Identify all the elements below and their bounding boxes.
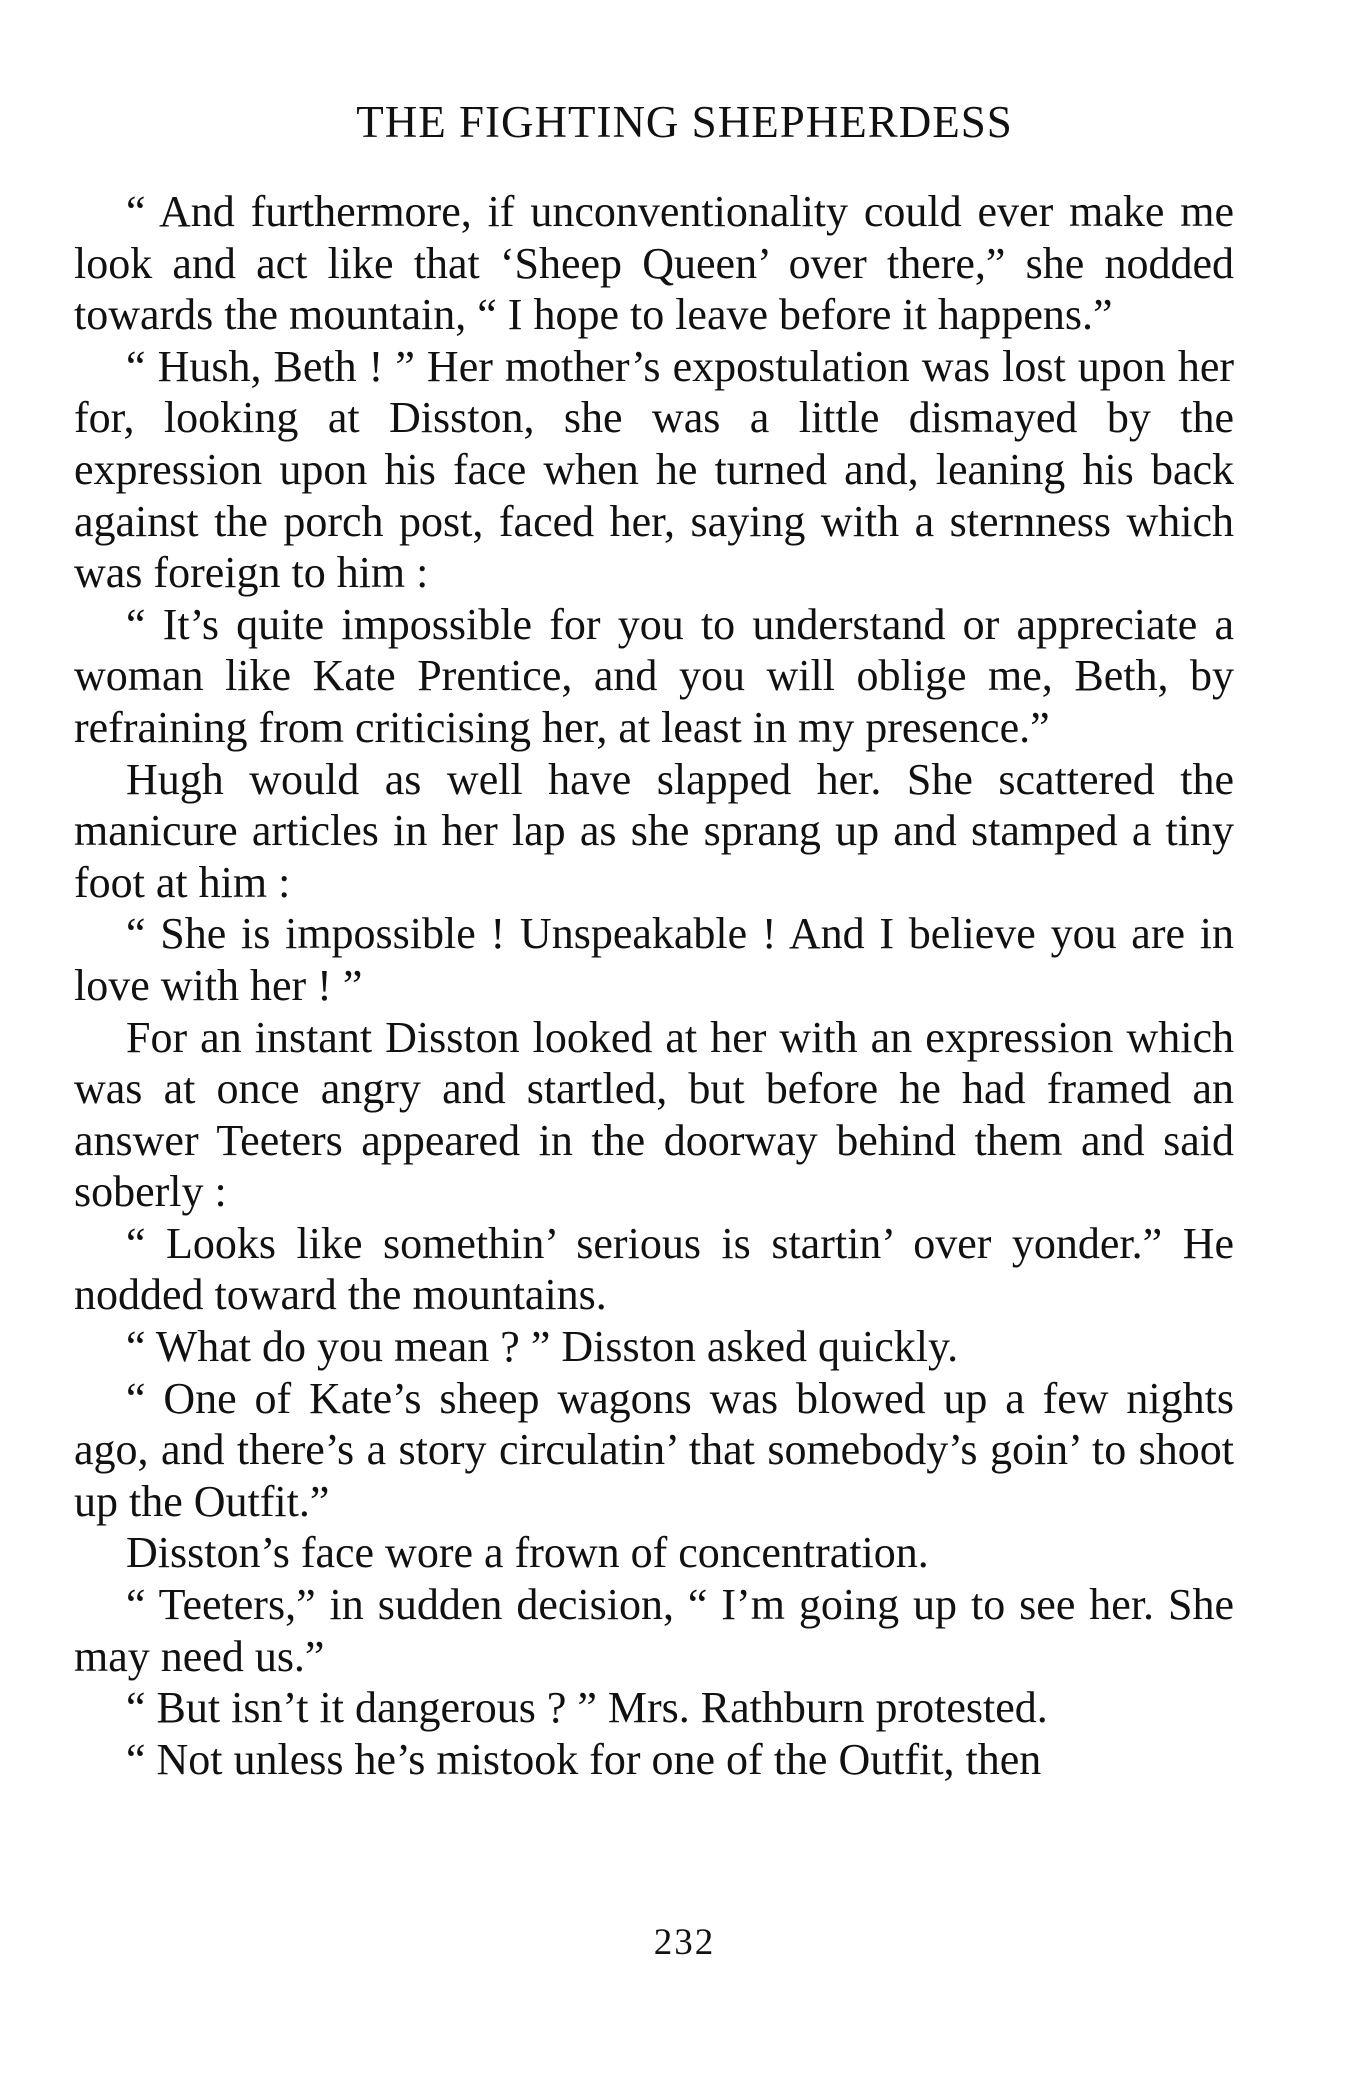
paragraph-8: “ What do you mean ? ” Disston asked quickly. [126, 1322, 959, 1372]
paragraph-13: “ Not unless he’s mistook for one of the Outfit, then [126, 1734, 1042, 1784]
paragraph-1: “ And furthermore, if unconventionality could ever make me look and act like that ‘Sheep Queen’ over there,” she nodded towards the mountain, “ I hope to leave before it happens.” [74, 187, 1234, 340]
paragraph-2: “ Hush, Beth ! ” Her mother’s expostulation was lost upon her for, looking at Disston, she was a little dismayed by the expression upon his face when he turned and, leaning his back against the porch post, faced her, saying with a sternness which was foreign to him : [74, 341, 1234, 598]
paragraph-9: “ One of Kate’s sheep wagons was blowed up a few nights ago, and there’s a story circulatin’ that somebody’s goin’ to shoot up the Outfit.” [74, 1373, 1234, 1526]
paragraph-11: “ Teeters,” in sudden decision, “ I’m going up to see her. She may need us.” [74, 1580, 1234, 1681]
paragraph-7: “ Looks like somethin’ serious is startin’ over yonder.” He nodded toward the mountains. [74, 1218, 1234, 1320]
paragraph-3: “ It’s quite impossible for you to understand or appreciate a woman like Kate Prentice, and you will oblige me, Beth, by refraining from criticising her, at least in my presence.” [74, 599, 1234, 752]
paragraph-5: “ She is impossible ! Unspeakable ! And I believe you are in love with her ! ” [74, 909, 1234, 1010]
body-text [74, 186, 1234, 1785]
paragraph-10: Disston’s face wore a frown of concentration. [126, 1528, 929, 1578]
paragraph-12: “ But isn’t it dangerous ? ” Mrs. Rathburn protested. [126, 1683, 1048, 1733]
paragraph-4: Hugh would as well have slapped her. She scattered the manicure articles in her lap as she sprang up and stamped a tiny foot at him : [74, 754, 1234, 907]
paragraph-6: For an instant Disston looked at her with an expression which was at once angry and startled, but before he had framed an answer Teeters appeared in the doorway behind them and said soberly : [74, 1012, 1234, 1217]
page-number: 232 [653, 1922, 716, 1963]
running-head: THE FIGHTING SHEPHERDESS [356, 97, 1013, 147]
